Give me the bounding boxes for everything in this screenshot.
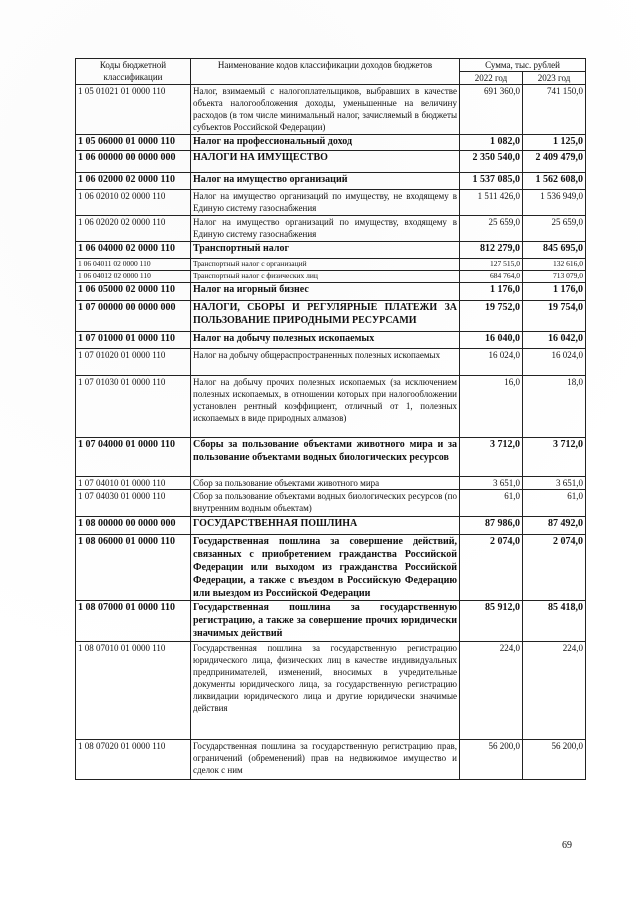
table-row	[76, 642, 586, 740]
row-name: Налог на добычу полезных ископаемых	[191, 332, 460, 349]
row-name: Сбор за пользование объектами водных биологических ресурсов (по внутренним водным объектам)	[191, 490, 460, 517]
table-row	[76, 190, 586, 216]
row-2023: 845 695,0	[523, 242, 586, 259]
header-code: Коды бюджетной классификации	[76, 59, 191, 85]
row-code: 1 07 01020 01 0000 110	[76, 349, 191, 376]
row-2022: 691 360,0	[460, 85, 523, 135]
table-row	[76, 535, 586, 601]
row-code: 1 07 00000 00 0000 000	[76, 301, 191, 332]
row-name: Государственная пошлина за государственную регистрацию юридического лица, физических лиц в качестве индивидуальных предпринимателей, изменений, вносимых в учредительные документы юридического лица, за государственную регистрацию ликвидации юридического лица и другие юридически значимые действия	[191, 642, 460, 740]
row-name: Государственная пошлина за совершение действий, связанных с приобретением гражданства Российской Федерации или выходом из гражданства Российской Федерации, а также с въездом в Российскую Федерацию или выездом из Российской Федерации	[191, 535, 460, 601]
row-2023: 132 616,0	[523, 259, 586, 271]
row-code: 1 07 04000 01 0000 110	[76, 438, 191, 477]
row-2022: 85 912,0	[460, 601, 523, 642]
row-name: Транспортный налог	[191, 242, 460, 259]
row-2023: 61,0	[523, 490, 586, 517]
row-code: 1 08 07020 01 0000 110	[76, 740, 191, 780]
row-2022: 19 752,0	[460, 301, 523, 332]
budget-revenue-table	[75, 58, 586, 780]
row-code: 1 06 04000 02 0000 110	[76, 242, 191, 259]
table-row	[76, 517, 586, 535]
table-row	[76, 271, 586, 283]
row-2023: 2 074,0	[523, 535, 586, 601]
row-2023: 1 176,0	[523, 283, 586, 301]
row-code: 1 06 02010 02 0000 110	[76, 190, 191, 216]
row-name: Государственная пошлина за государственную регистрацию прав, ограничений (обременений) прав на недвижимое имущество и сделок с ним	[191, 740, 460, 780]
table-row	[76, 85, 586, 135]
row-2022: 1 176,0	[460, 283, 523, 301]
table-row	[76, 259, 586, 271]
row-code: 1 05 06000 01 0000 110	[76, 135, 191, 151]
row-name: Налог на добычу прочих полезных ископаемых (за исключением полезных ископаемых, в отношении которых при налогообложении установлен рентный коэффициент, отличный от 1, полезных ископаемых в виде природных алмазов)	[191, 376, 460, 438]
row-name: ГОСУДАРСТВЕННАЯ ПОШЛИНА	[191, 517, 460, 535]
row-2022: 127 515,0	[460, 259, 523, 271]
row-code: 1 05 01021 01 0000 110	[76, 85, 191, 135]
row-2022: 16 040,0	[460, 332, 523, 349]
table-row	[76, 173, 586, 190]
row-code: 1 08 06000 01 0000 110	[76, 535, 191, 601]
table-row	[76, 477, 586, 490]
row-2023: 19 754,0	[523, 301, 586, 332]
table-row	[76, 376, 586, 438]
row-2023: 741 150,0	[523, 85, 586, 135]
row-name: Налог на имущество организаций	[191, 173, 460, 190]
table-row	[76, 601, 586, 642]
row-name: Налог на имущество организаций по имуществу, не входящему в Единую систему газоснабжения	[191, 190, 460, 216]
row-2023: 87 492,0	[523, 517, 586, 535]
row-2022: 2 350 540,0	[460, 151, 523, 173]
row-2023: 85 418,0	[523, 601, 586, 642]
row-name: Налог на профессиональный доход	[191, 135, 460, 151]
row-code: 1 08 07010 01 0000 110	[76, 642, 191, 740]
table-row	[76, 216, 586, 242]
row-name: Налог, взимаемый с налогоплательщиков, выбравших в качестве объекта налогообложения доходы, уменьшенные на величину расходов (в том числе минимальный налог, зачисляемый в бюджеты субъектов Российской Федерации)	[191, 85, 460, 135]
row-code: 1 06 05000 02 0000 110	[76, 283, 191, 301]
row-2022: 1 537 085,0	[460, 173, 523, 190]
table-row	[76, 301, 586, 332]
row-name: Налог на имущество организаций по имуществу, входящему в Единую систему газоснабжения	[191, 216, 460, 242]
table-row	[76, 332, 586, 349]
row-2022: 61,0	[460, 490, 523, 517]
page-number: 69	[562, 840, 572, 851]
row-name: Транспортный налог с физических лиц	[191, 271, 460, 283]
row-name: Налог на добычу общераспространенных полезных ископаемых	[191, 349, 460, 376]
row-2022: 1 511 426,0	[460, 190, 523, 216]
row-name: Транспортный налог с организаций	[191, 259, 460, 271]
row-code: 1 06 04012 02 0000 110	[76, 271, 191, 283]
table-row	[76, 135, 586, 151]
row-code: 1 07 04010 01 0000 110	[76, 477, 191, 490]
row-code: 1 08 00000 00 0000 000	[76, 517, 191, 535]
table-row	[76, 283, 586, 301]
row-2022: 684 764,0	[460, 271, 523, 283]
row-2022: 87 986,0	[460, 517, 523, 535]
row-2023: 16 042,0	[523, 332, 586, 349]
table-row	[76, 349, 586, 376]
row-code: 1 06 04011 02 0000 110	[76, 259, 191, 271]
row-code: 1 07 01030 01 0000 110	[76, 376, 191, 438]
row-2022: 25 659,0	[460, 216, 523, 242]
row-2022: 16,0	[460, 376, 523, 438]
row-2022: 3 651,0	[460, 477, 523, 490]
row-2023: 713 079,0	[523, 271, 586, 283]
table-row	[76, 242, 586, 259]
row-2022: 224,0	[460, 642, 523, 740]
row-2023: 16 024,0	[523, 349, 586, 376]
row-2022: 16 024,0	[460, 349, 523, 376]
table-row	[76, 740, 586, 780]
row-2023: 2 409 479,0	[523, 151, 586, 173]
row-code: 1 07 04030 01 0000 110	[76, 490, 191, 517]
row-2023: 1 562 608,0	[523, 173, 586, 190]
row-code: 1 06 02000 02 0000 110	[76, 173, 191, 190]
row-code: 1 06 02020 02 0000 110	[76, 216, 191, 242]
row-2022: 56 200,0	[460, 740, 523, 780]
header-year-2023: 2023 год	[523, 72, 586, 85]
row-name: Сборы за пользование объектами животного мира и за пользование объектами водных биологических ресурсов	[191, 438, 460, 477]
row-2023: 56 200,0	[523, 740, 586, 780]
row-name: Государственная пошлина за государственную регистрацию, а также за совершение прочих юридически значимых действий	[191, 601, 460, 642]
row-code: 1 06 00000 00 0000 000	[76, 151, 191, 173]
row-2022: 1 082,0	[460, 135, 523, 151]
row-2023: 1 125,0	[523, 135, 586, 151]
header-year-2022: 2022 год	[460, 72, 523, 85]
row-2022: 2 074,0	[460, 535, 523, 601]
row-2023: 25 659,0	[523, 216, 586, 242]
row-name: Налог на игорный бизнес	[191, 283, 460, 301]
row-2023: 3 651,0	[523, 477, 586, 490]
row-name: НАЛОГИ НА ИМУЩЕСТВО	[191, 151, 460, 173]
row-2022: 812 279,0	[460, 242, 523, 259]
row-2022: 3 712,0	[460, 438, 523, 477]
row-name: НАЛОГИ, СБОРЫ И РЕГУЛЯРНЫЕ ПЛАТЕЖИ ЗА ПОЛЬЗОВАНИЕ ПРИРОДНЫМИ РЕСУРСАМИ	[191, 301, 460, 332]
header-sum: Сумма, тыс. рублей	[460, 59, 586, 72]
row-name: Сбор за пользование объектами животного мира	[191, 477, 460, 490]
row-2023: 224,0	[523, 642, 586, 740]
row-code: 1 07 01000 01 0000 110	[76, 332, 191, 349]
row-2023: 3 712,0	[523, 438, 586, 477]
table-row	[76, 438, 586, 477]
row-2023: 18,0	[523, 376, 586, 438]
row-2023: 1 536 949,0	[523, 190, 586, 216]
table-row	[76, 151, 586, 173]
header-name: Наименование кодов классификации доходов бюджетов	[191, 59, 460, 85]
table-row	[76, 490, 586, 517]
row-code: 1 08 07000 01 0000 110	[76, 601, 191, 642]
